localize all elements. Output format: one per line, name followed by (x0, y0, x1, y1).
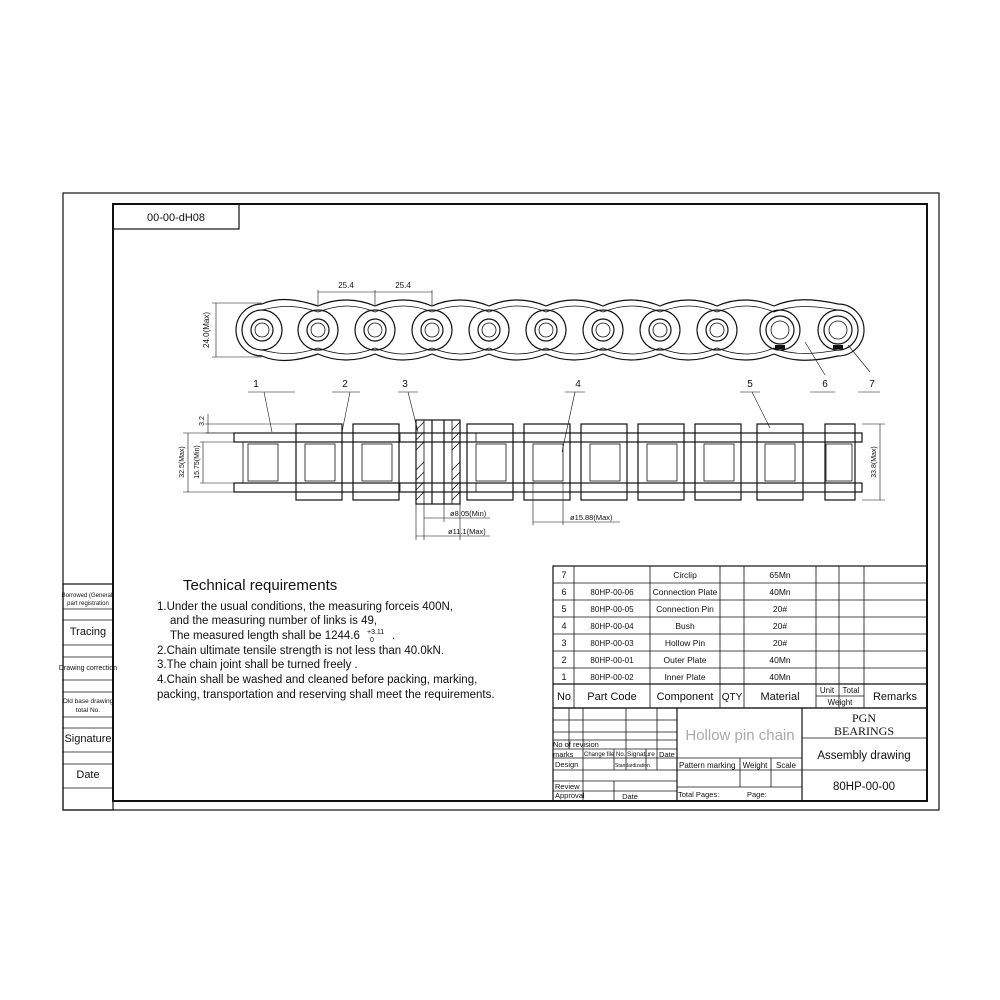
bom-cell-no: 3 (561, 638, 567, 648)
bom-cell-no: 5 (561, 604, 567, 614)
borrowed-label-2: part registration (67, 601, 109, 607)
outer-border (63, 193, 939, 810)
bom-cell-no: 6 (561, 587, 567, 597)
bom-cell-material: 20# (772, 604, 788, 614)
dim-plate-thk: 3.2 (199, 416, 206, 426)
bom-head-component: Component (656, 691, 714, 703)
bom-head-material: Material (760, 691, 800, 703)
bom-cell-component: Connection Plate (652, 587, 718, 597)
bom-cell-code: 80HP-00-02 (590, 673, 634, 682)
technical-requirements (157, 577, 495, 701)
tech-tol-zero: 0 (370, 637, 374, 644)
tech-line-4: 2.Chain ultimate tensile strength is not less than 40.0kN. (157, 645, 445, 657)
bom-cell-material: 20# (772, 621, 788, 631)
bom-head-unit: Unit (819, 686, 835, 695)
bom-cell-material: 40Mn (769, 655, 791, 665)
signature-tb-label: Signature (627, 751, 655, 758)
bom-header (557, 686, 918, 707)
product-name: Hollow pin chain (685, 727, 795, 744)
tech-line-3: The measured length shall be 1244.6 (170, 630, 360, 642)
old-base-label-2: total No. (75, 707, 101, 714)
total-pages-label: Total Pages: (678, 790, 720, 799)
dim-pin-dia: ø11.1(Max) (448, 527, 486, 536)
dim-pin-hole: ø8.05(Min) (450, 509, 487, 518)
change-file-label: Change file No. (584, 752, 626, 758)
chain-side-view (202, 281, 870, 375)
callout-5: 5 (747, 379, 753, 390)
roller-circles (242, 310, 858, 350)
dim-roller-dia: ø15.88(Max) (570, 513, 613, 522)
weight-label: Weight (742, 761, 768, 770)
date-tb-label-2: Date (622, 792, 638, 801)
callout-4: 4 (575, 379, 581, 390)
old-base-label-1: Old base drawing (62, 698, 114, 705)
callouts (248, 379, 880, 452)
company-line-2: BEARINGS (833, 724, 895, 738)
signature-label: Signature (64, 733, 112, 745)
tracing-label: Tracing (69, 626, 107, 638)
date-label: Date (76, 769, 100, 781)
chain-plan-view (179, 414, 885, 540)
review-label: Review (555, 782, 580, 791)
date-tb-label: Date (659, 750, 675, 759)
bom-cell-component: Outer Plate (663, 655, 707, 665)
standardization-label: Standardization (615, 763, 650, 769)
bom-cell-code: 80HP-00-05 (590, 605, 634, 614)
bom-cell-component: Bush (675, 621, 695, 631)
dim-inner-width: 32.5(Max) (179, 446, 186, 478)
scale-label: Scale (775, 761, 797, 770)
left-column (59, 584, 117, 810)
drawing-no: 80HP-00-00 (832, 781, 896, 793)
dim-pitch-2: 25.4 (395, 281, 411, 290)
dim-pitch-1: 25.4 (338, 281, 354, 290)
tech-line-7: packing, transportation and reserving shall meet the requirements. (157, 689, 495, 701)
pattern-marking-label: Pattern marking (679, 761, 736, 770)
tech-tol-plus: +3.11 (367, 629, 385, 636)
bom-cell-component: Circlip (673, 570, 697, 580)
dim-total-width: 33.8(Max) (871, 446, 878, 478)
tech-line-2: and the measuring number of links is 49, (170, 615, 378, 627)
inner-border (113, 204, 927, 801)
bom-head-code: Part Code (587, 691, 637, 703)
title-block (553, 708, 927, 801)
callout-3: 3 (402, 379, 408, 390)
bom-cell-code: 80HP-00-03 (590, 639, 634, 648)
bom-cell-no: 1 (561, 672, 567, 682)
approval-label: Approval (555, 791, 585, 800)
bom-rows (561, 570, 790, 682)
company-line-1: PGN (851, 711, 877, 725)
tech-title: Technical requirements (183, 577, 338, 594)
bom-cell-component: Hollow Pin (664, 638, 706, 648)
bom-cell-no: 7 (561, 570, 567, 580)
bom-head-weight: Weight (827, 698, 853, 707)
bom-cell-material: 40Mn (769, 672, 791, 682)
bom-cell-code: 80HP-00-01 (590, 656, 634, 665)
drawing-number-text: 00-00-dH08 (146, 212, 206, 224)
bom-cell-no: 4 (561, 621, 567, 631)
bom-cell-material: 65Mn (769, 570, 791, 580)
callout-2: 2 (342, 379, 348, 390)
bom-cell-material: 40Mn (769, 587, 791, 597)
dim-height: 24.0(Max) (202, 311, 211, 349)
bom-head-total: Total (842, 686, 860, 695)
callout-7: 7 (869, 379, 875, 390)
tech-line-3-end: . (392, 630, 396, 642)
tech-line-1: 1.Under the usual conditions, the measuring forceis 400N, (157, 601, 453, 613)
bom-cell-material: 20# (772, 638, 788, 648)
design-label: Design (555, 760, 579, 769)
page-label: Page: (747, 790, 767, 799)
marks-label: marks (553, 750, 574, 759)
borrowed-label-1: Borrowed (General) (61, 593, 115, 599)
callout-1: 1 (253, 379, 259, 390)
dim-bush-inner: 15.75(Min) (194, 445, 201, 479)
bom-cell-code: 80HP-00-04 (590, 622, 634, 631)
callout-6: 6 (822, 379, 828, 390)
bom-cell-component: Inner Plate (664, 672, 706, 682)
drawing-type: Assembly drawing (817, 750, 911, 762)
bom-cell-no: 2 (561, 655, 567, 665)
tech-line-5: 3.The chain joint shall be turned freely . (157, 659, 358, 671)
bom-cell-component: Connection Pin (656, 604, 714, 614)
bom-head-remarks: Remarks (872, 691, 918, 703)
bom-head-no: No (556, 691, 572, 703)
tech-line-6: 4.Chain shall be washed and cleaned before packing, marking, (157, 674, 478, 686)
bom-head-qty: QTY (721, 692, 743, 703)
drawing-correction-label: Drawing correction (58, 665, 118, 672)
no-revision-label: No of revision (553, 740, 599, 749)
bom-cell-code: 80HP-00-06 (590, 588, 634, 597)
